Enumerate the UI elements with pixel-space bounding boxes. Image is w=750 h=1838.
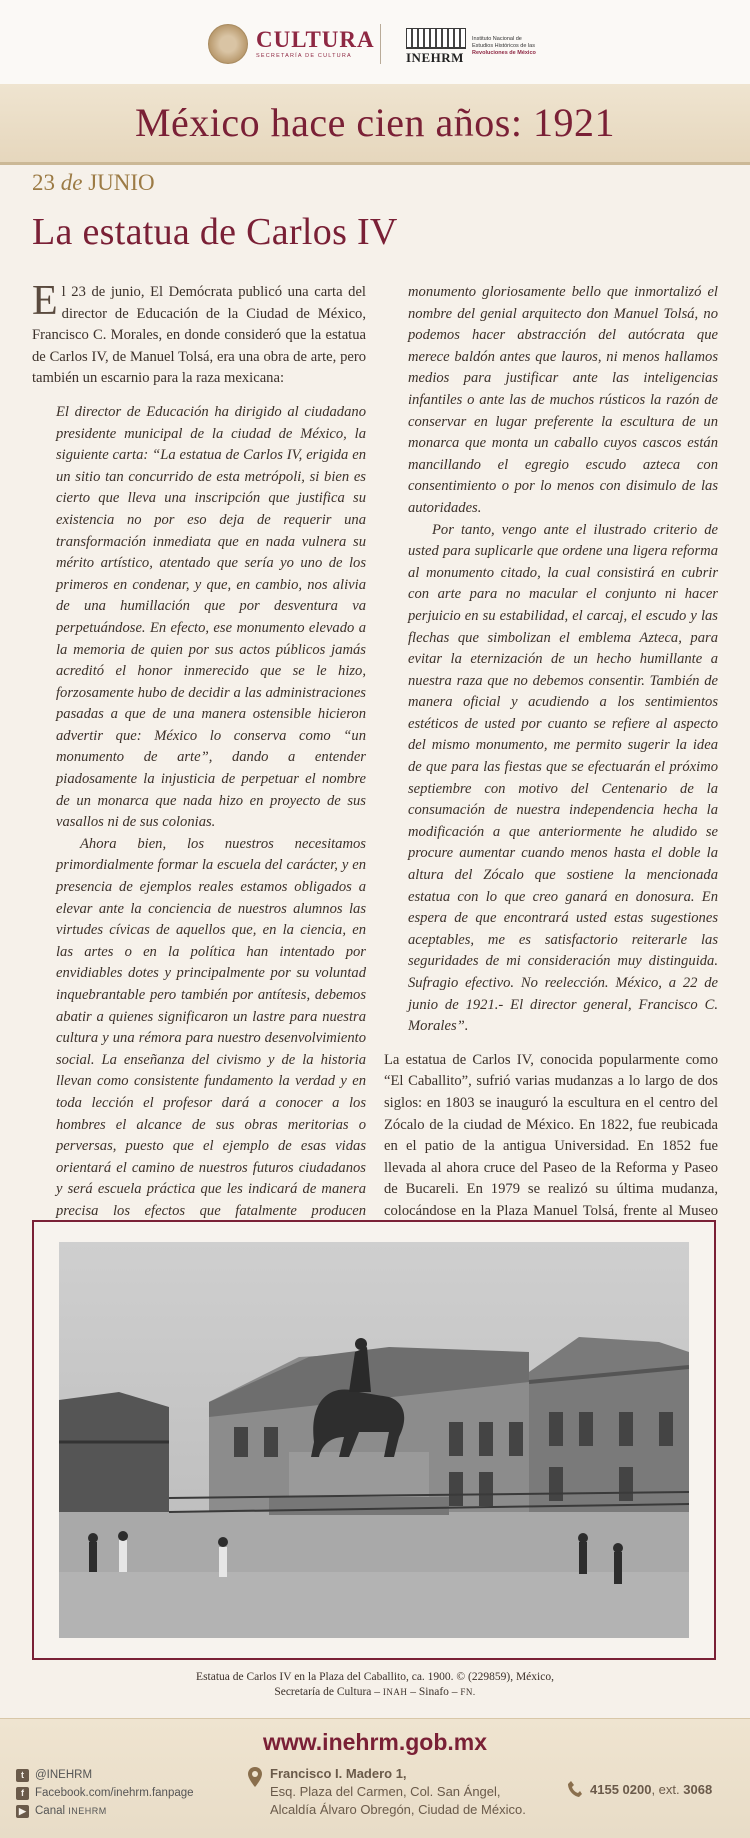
youtube-link[interactable]: ▶ Canal INEHRM [16, 1802, 194, 1820]
map-pin-icon [248, 1767, 262, 1787]
cultura-wordmark: CULTURA [256, 27, 375, 52]
series-title: México hace cien años: 1921 [134, 100, 615, 145]
youtube-icon: ▶ [16, 1805, 29, 1818]
cultura-subtitle: SECRETARÍA DE CULTURA [256, 53, 352, 59]
inehrm-wordmark: INEHRM [406, 50, 464, 65]
historical-photo-carlos-iv-statue [59, 1242, 689, 1638]
intro-paragraph: El 23 de junio, El Demócrata publicó una carta del director de Educación de la Ciudad de México, Francisco C. Morales, en donde consideró que la estatua de Carlos IV, de Manuel Tolsá, era una obra de arte, pero también un escarnio para la raza mexicana: [32, 278, 366, 387]
photo-frame [32, 1220, 716, 1660]
seal-icon [208, 24, 248, 64]
facebook-link[interactable]: f Facebook.com/inehrm.fanpage [16, 1784, 194, 1802]
twitter-link[interactable]: t @INEHRM [16, 1766, 194, 1784]
article-title: La estatua de Carlos IV [32, 211, 398, 253]
series-banner [0, 84, 750, 165]
drop-cap: E [32, 278, 58, 324]
phone-number[interactable]: 4155 0200 , ext. 3068 [568, 1781, 712, 1797]
postal-address: Francisco I. Madero 1, Esq. Plaza del Carmen, Col. San Ángel, Alcaldía Álvaro Obregón, Ciudad de México. [248, 1765, 526, 1819]
photo-caption: Estatua de Carlos IV en la Plaza del Caballito, ca. 1900. © (229859), México, Secretaría de Cultura – INAH – Sinafo – FN. [196, 1671, 554, 1698]
facebook-icon: f [16, 1787, 29, 1800]
phone-icon [568, 1781, 582, 1797]
top-logo-bar [0, 0, 750, 85]
letter-quote-part1: El director de Educación ha dirigido al ciudadano presidente municipal de la ciudad de México, la siguiente carta: “La estatua de Carlos IV, erigida en un sitio tan concurrido de esta metrópoli, si bien es cierto que lleva una inscripción que justifica su existencia no por eso deja de requerir una transformación inmediata que en nada vulnera su mérito artístico, atentado que sería yo uno de los primeros en condenar, y que, en cambio, nos alivia de una humillación que por desventura va perpetuándose. En efecto, ese monumento elevado a la memoria de quien por sus actos públicos jamás acreditó el honor inmerecido que se le hizo, forzosamente hubo de decidir a las administraciones pasadas a que de una manera ostensible hicieron advertir que: México lo conserva como “un monumento de arte”, dando a entender piadosamente la injusticia de perpetuar el nombre de un monarca que nada hizo en proyecto de sus vasallos ni de sus colonias. Ahora bien, los nuestros necesitamos primordialmente formar la escuela del carácter, y en presencia de ejemplos reales estamos obligados a elevar ante la conciencia de nuestros alumnos las virtudes cívicas de aquellos que, en la ciencia, en las artes o en la política han intentado por envidiables dotes y principalmente por su voluntad inquebrantable pero también por antítesis, debemos abatir a quienes significaron un lastre para nuestra cultura y una rémora para nuestro desenvolvimiento social. La enseñanza del civismo y de la historia llevan como consistente fundamento la verdad y en toda lección el profesor dará a conocer a los hombres el alcance de sus obras meritorias o perversas, puesto que el ejemplo de esas vidas orientará el camino de nuestros futuros ciudadanos y será escuela práctica que les indicará de manera precisa los efectos que fatalmente producen [56, 403, 366, 1219]
article-column-right [384, 282, 718, 1244]
letter-quote-part2: monumento gloriosamente bello que inmortalizó el nombre del genial arquitecto don Manuel Tolsá, no podemos hacer abstracción del autócrata que merece baldón antes que lauros, ni menos hallamos medios para justificar ante las inteligencias infantiles o ante las de muchos rústicos la razón de conservar en lugar preferente la escultura de un monarca que monta un caballo cuyos cascos están mancillando el egregio escudo azteca con consentimiento o por lo menos con disimulo de las autoridades. Por tanto, vengo ante el ilustrado criterio de usted para suplicarle que ordene una ligera reforma al monumento citado, la cual consistirá en cubrir con arte para no macular el conjunto ni hacer perjuicio en su estabilidad, el carcaj, el escudo y las flechas que simbolizan el emblema Azteca, para evitar la eternización de un hecho humillante a nuestra raza que no debemos consentir. También de manera oficial y acudiendo a los sentimientos estéticos de usted por cuanto se refiere al aspecto del mismo monumento, me permito sugerir la idea de que para las fiestas que se efectuarán el próximo septiembre con motivo del Centenario de la consumación de nuestra independencia hecha la modificación a que anteriormente he aludido se procure aumentar cuando menos hasta el doble la altura del Zócalo que sostiene la mencionada estatua con lo que creo ganará en donosura. En espera de que encontrará usted estas sugestiones aceptables, me es satisfactorio reiterarle las seguridades de mi consideración muy distinguida. Sufragio efectivo. No reelección. México, a 22 de junio de 1921.- El director general, Francisco C. Morales”. [408, 284, 718, 1035]
closing-paragraph: La estatua de Carlos IV, conocida popularmente como “El Caballito”, sufrió varias mudanzas a lo largo de dos siglos: en 1803 se inauguró la escultura en el centro del Zócalo de la ciudad de México. En 1822, fue reubicada en el patio de la antigua Universidad. En 1852 fue llevada al ahora cruce del Paseo de la Reforma y Paseo de Bucareli. En 1979 se realizó su última mudanza, colocándose en la Plaza Manuel Tolsá, frente al Museo [384, 1051, 718, 1219]
building-icon [406, 28, 466, 49]
inehrm-logo[interactable] [406, 28, 536, 66]
logo-divider [380, 24, 381, 64]
inehrm-description: Instituto Nacional de Estudios Históricos de las Revoluciones de México [472, 36, 536, 56]
website-link[interactable]: www.inehrm.gob.mx [262, 1729, 488, 1755]
article-column-left [32, 278, 366, 1266]
footer [0, 1718, 750, 1838]
article-date: 23 de JUNIO [32, 170, 155, 195]
social-links [16, 1766, 194, 1820]
cultura-logo[interactable] [208, 24, 375, 64]
twitter-icon: t [16, 1769, 29, 1782]
